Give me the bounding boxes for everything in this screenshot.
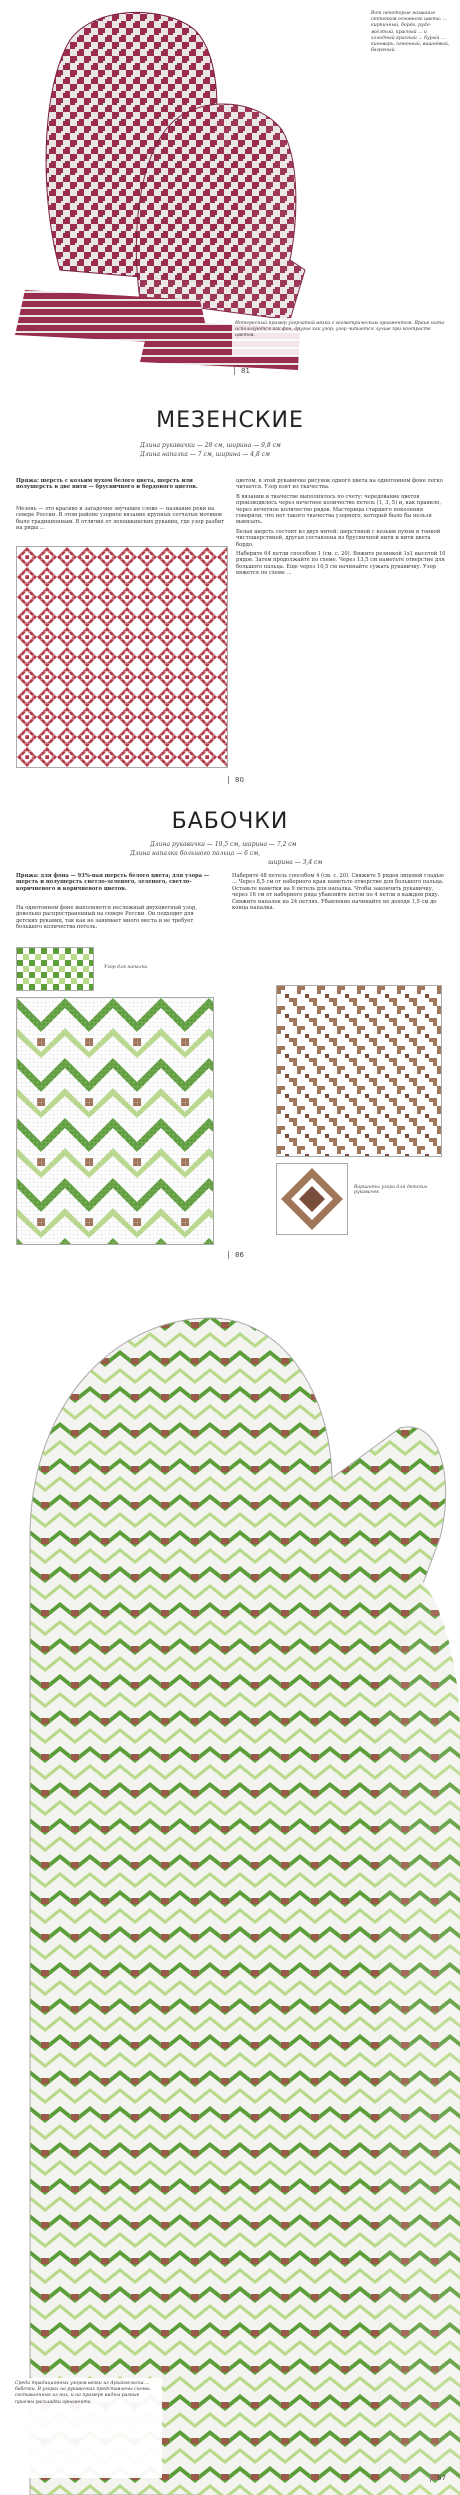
yarn-note: Пряжа: для фона — 93%-ная шерсть белого цвета; для узора — шерсть и полушерсть светло-зеленого, зеленого, светло-коричневого и коричневого цветов.	[16, 873, 210, 892]
section-page-80	[0, 398, 460, 793]
page-number: 87	[430, 2474, 446, 2482]
page-number: 80	[228, 776, 244, 784]
description-paragraph: В вязании и ткачестве выполнялось по счету: чередование цветов производилось через нечетное количество петель (1, 3, 5) и, как правило, через нечетное количество рядов. Мастерицы старшего поколения говорили, что нет такого ткачества узорного, который было бы нельзя вывязать.	[236, 493, 442, 526]
chart-grid	[17, 547, 227, 767]
page-title: БАБОЧКИ	[171, 809, 289, 834]
green-mittens-photo	[0, 1278, 460, 2495]
photo-caption: Интересный пример узорчатой вязки с геометрическим орнаментом. Яркие нити используются как фон, другие как узор; узор читается лучше при контрасте цветов.	[232, 318, 454, 356]
section-page-87	[0, 1278, 460, 2495]
chart-grid	[277, 986, 441, 1156]
size-line-2: Длина напалка большого пальца — 6 см,	[130, 850, 261, 857]
description-paragraph: Белая шерсть состоит из двух нитей: шерстяной с козьим пухом и тонкой чистошерстяной, другая составлена из брусничной нити и нити цвета бордо.	[236, 528, 441, 548]
chart-grid	[17, 998, 213, 1244]
thumb-chart	[16, 947, 94, 991]
intro-text: На однотонном фоне выполняется несложный двухцветный узор, довольно распространенный на севере России. Он подходит для детских рукавиц, так как не занимает много места и не требует большого количества петель.	[16, 905, 197, 931]
side-note-text: Вот некоторые названия оттенков основного цвета: ... кирпичный, бордо, рудо-жёлтый, красный ... и холодный красный ... бурый ... киноварь, огненный, вишнёвый, багряный.	[368, 8, 454, 168]
size-line-1: Длина рукавички — 28 см, ширина — 9,8 см	[140, 442, 281, 449]
page-number: 86	[228, 1251, 244, 1259]
section-page-86	[0, 805, 460, 1270]
yarn-note: Пряжа: шерсть с козьим пухом белого цвета, шерсть или полушерсть в две нити — брусничного и бордового цветов.	[16, 478, 198, 491]
instructions-text: Наберите 48 петель способом 4 (см. с. 20). Свяжите 5 рядов лицевой гладью ... Через 8,5 см от наборного края наметьте отверстие для большого пальца. Оставьте наметки на 9 петель для напалка. Чтобы закончить рукавичку, через 16 см от наборного ряда убавляйте петли по 4 петли в каждом ряду. Свяжите напалок на 24 петлях. Убавление начинайте не доходя 1,5 см до конца напалка.	[232, 873, 444, 912]
size-line-2: Длина напалка — 7 см, ширина — 4,8 см	[140, 451, 271, 458]
knitting-chart-mezen	[16, 546, 228, 768]
page-title: МЕЗЕНСКИЕ	[156, 408, 304, 433]
description-column	[236, 478, 448, 580]
variant-chart-large	[276, 985, 442, 1157]
chart-grid	[17, 948, 93, 990]
size-line-1: Длина рукавички — 19,5 см, ширина — 7,2 см	[150, 841, 297, 848]
section-page-81	[0, 0, 460, 385]
variant-chart-small	[276, 1163, 348, 1235]
page-number: 81	[234, 367, 250, 375]
chart-label: Варианты узора для детских рукавичек	[354, 1185, 428, 1195]
description-paragraph: цветом, в этой рукавичке рисунок одного цвета на однотонном фоне легко читается. Узор взят из ткачества.	[236, 478, 443, 491]
chart-grid	[277, 1164, 347, 1234]
intro-text: Мезень — это красиво и загадочно звучащее слово — название реки на севере России. В этом районе узорное вязание крупных сетчатых мотивов было традиционным. В отличие от лепешкинских рукавиц, где узор разбит на ряды ...	[16, 506, 225, 532]
chart-label: Узор для напалка	[104, 965, 148, 970]
size-line-3: ширина — 3,4 см	[268, 859, 323, 866]
description-paragraph: Наберите 64 петли способом 1 (см. с. 20). Вяжите резинкой 1х1 высотой 10 рядов. Затем продолжайте по схеме. Через 13,5 см наметьте отверстие для большого пальца. Еще через 10,5 см начинайте сужать рукавичку. Узор вяжется по схеме ...	[236, 551, 446, 577]
photo-caption: Среди традиционных узоров вязки из Архангельска ... бабочки. В узорах на рукавичках представлены схемы, составленные из них, и на примере видны разные приемы раскладки орнамента.	[12, 2378, 162, 2478]
knitting-chart-butterflies	[16, 997, 214, 1245]
